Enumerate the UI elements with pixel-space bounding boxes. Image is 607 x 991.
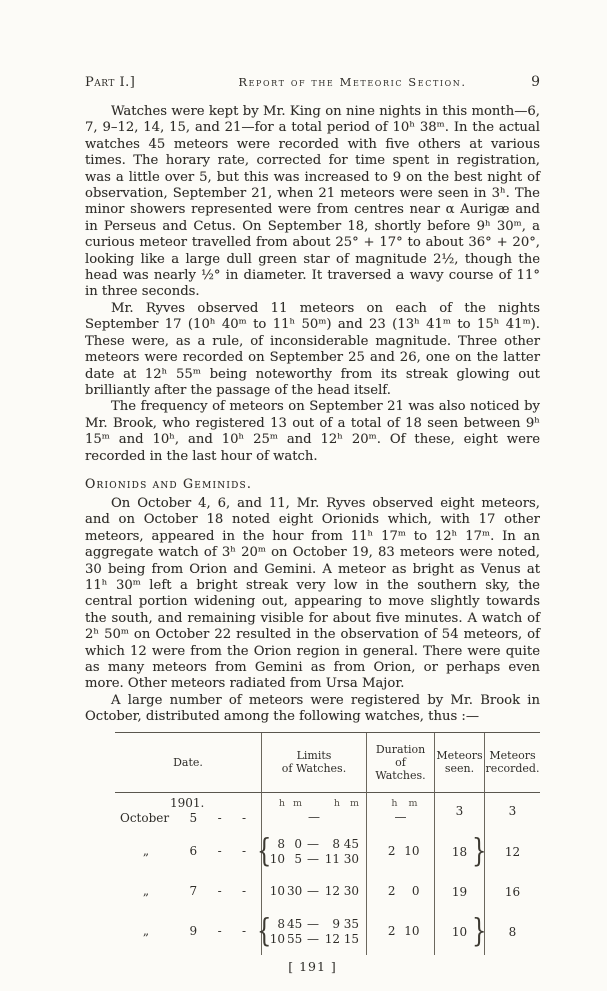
limits-line <box>269 884 359 899</box>
end-minute: 30 <box>343 851 359 866</box>
limits-line <box>269 837 359 852</box>
spacer-dash: - <box>241 844 247 859</box>
paragraph-brook-october: A large number of meteors were registered by Mr. Brook in October, distributed among the following watches, thus :— <box>85 692 540 725</box>
table-row <box>115 909 540 955</box>
duration-cell <box>367 793 435 829</box>
meteors-recorded-cell: 16 <box>504 884 521 899</box>
header-meteors-seen <box>435 733 485 793</box>
paragraph-brook-frequency: The frequency of meteors on September 21 was also noticed by Mr. Brook, who registered 13 out of a total of 18 seen between 9ʰ 15ᵐ and 10ʰ, and 10ʰ 25ᵐ and 12ʰ 20ᵐ. Of these, eight were recorded in the last hour of watch. <box>85 399 540 464</box>
range-dash: — <box>307 884 319 899</box>
start-minute: 30 <box>287 884 303 899</box>
header-recorded-line1: Meteors <box>489 749 536 763</box>
running-title: Report of the Meteoric Section. <box>238 75 467 89</box>
spacer-dash: - <box>217 884 222 899</box>
page-number: 9 <box>531 74 540 90</box>
end-hour: 12 <box>324 931 340 946</box>
duration-hours: 2 <box>387 884 396 899</box>
end-hour: 8 <box>332 836 340 851</box>
table-row <box>115 875 540 909</box>
date-cell <box>115 829 262 875</box>
end-hour: 9 <box>332 916 340 931</box>
brace-close: } <box>471 911 487 950</box>
running-head <box>85 74 540 90</box>
start-minute: 5 <box>294 851 302 866</box>
end-hour: 12 <box>324 884 340 899</box>
date-line <box>115 844 261 859</box>
spacer-dash: - <box>241 810 247 825</box>
end-hour: 11 <box>324 851 340 866</box>
spacer-dash: - <box>241 884 247 899</box>
header-date <box>115 733 262 793</box>
minutes-unit: m <box>349 797 359 809</box>
header-seen-line1: Meteors <box>436 749 483 763</box>
paragraph-watches-king: Watches were kept by Mr. King on nine nights in this month—6, 7, 9–12, 14, 15, and 21—for a total period of 10ʰ 38ᵐ. In the actual watches 45 meteors were recorded with five others at various times. The horary rate, corrected for time spent in registration, was a little over 5, but this was increased to 9 on the best night of observation, September 21, when 21 meteors were seen in 3ʰ. The minor showers represented were from centres near α Aurigæ and in Perseus and Cetus. On September 18, shortly before 9ʰ 30ᵐ, a curious meteor travelled from about 25° + 17° to about 36° + 20°, looking like a large dull green star of magnitude 2½, though the head was nearly ½° in diameter. It traversed a wavy course of 11° in three seconds. <box>85 104 540 300</box>
section-heading: Orionids and Geminids. <box>85 475 253 491</box>
minutes-unit: m <box>292 797 302 809</box>
date-line <box>115 811 261 826</box>
duration-cell <box>367 829 435 875</box>
header-seen-line2: seen. <box>444 762 475 776</box>
date-line <box>115 924 261 939</box>
range-dash: — <box>307 931 319 946</box>
duration-hours: 2 <box>387 844 396 859</box>
duration-line <box>382 844 420 859</box>
end-minute: 30 <box>343 884 359 899</box>
header-duration <box>367 733 435 793</box>
no-value-dash: — <box>308 809 320 824</box>
start-minute: 45 <box>287 916 303 931</box>
brace-open: { <box>256 831 272 870</box>
range-dash: — <box>307 851 319 866</box>
page-content <box>85 74 540 955</box>
duration-cell <box>367 875 435 909</box>
year-label: 1901. <box>170 795 205 810</box>
header-meteors-recorded <box>485 733 540 793</box>
month-label: October <box>120 810 170 825</box>
limits-line <box>269 932 359 947</box>
hours-unit: h <box>391 797 398 809</box>
limits-line <box>269 917 359 932</box>
part-label: Part I.] <box>85 75 136 90</box>
meteors-seen-cell: 18 <box>435 829 485 875</box>
start-hour: 10 <box>269 884 285 899</box>
duration-minutes: 10 <box>404 924 420 939</box>
ditto-mark: „ <box>142 924 150 939</box>
end-minute: 15 <box>343 931 359 946</box>
header-limits-line1: Limits <box>296 749 332 763</box>
duration-line <box>382 924 420 939</box>
header-duration-line2: of <box>395 755 406 769</box>
ditto-mark: „ <box>142 844 150 859</box>
range-dash: — <box>307 836 319 851</box>
watch-table <box>115 732 540 955</box>
duration-minutes: 0 <box>411 884 420 899</box>
date-cell <box>115 793 262 829</box>
day-value: 5 <box>189 810 198 825</box>
header-duration-line1: Duration <box>375 742 426 756</box>
start-minute: 55 <box>287 931 303 946</box>
spacer-dash: - <box>217 810 222 825</box>
brace-close: } <box>471 831 487 870</box>
meteors-seen-cell: 19 <box>435 875 485 909</box>
limits-cell <box>262 793 367 829</box>
meteors-recorded-cell: 12 <box>504 844 521 859</box>
end-minute: 45 <box>343 836 359 851</box>
limits-units <box>269 798 359 810</box>
start-hour: 8 <box>277 836 285 851</box>
meteors-recorded-cell: 8 <box>508 924 517 939</box>
header-duration-line3: Watches. <box>375 768 426 782</box>
duration-units <box>384 798 418 810</box>
header-date-label: Date. <box>173 755 203 769</box>
duration-minutes: 10 <box>404 844 420 859</box>
hours-unit: h <box>333 797 340 809</box>
header-limits <box>262 733 367 793</box>
table-row <box>115 829 540 875</box>
date-line <box>115 884 261 899</box>
limits-cell <box>262 875 367 909</box>
meteors-seen-cell: 3 <box>435 793 485 829</box>
table-header-row <box>115 733 540 793</box>
day-value: 6 <box>189 844 198 859</box>
duration-cell <box>367 909 435 955</box>
spacer-dash: - <box>241 924 247 939</box>
units-gap <box>304 798 322 810</box>
day-value: 7 <box>189 884 198 899</box>
table-row <box>115 793 540 829</box>
meteors-seen-cell: 10 <box>435 909 485 955</box>
folio: [ 191 ] <box>288 959 337 974</box>
day-value: 9 <box>189 924 198 939</box>
header-recorded-line2: recorded. <box>485 762 540 776</box>
no-value-dash: — <box>394 809 407 824</box>
duration-hours: 2 <box>387 924 396 939</box>
limits-cell <box>262 829 367 875</box>
minutes-unit: m <box>408 797 418 809</box>
start-hour: 8 <box>277 916 285 931</box>
range-dash: — <box>307 916 319 931</box>
start-hour: 10 <box>269 931 285 946</box>
spacer-dash: - <box>217 844 222 859</box>
meteors-recorded-cell: 3 <box>508 803 517 818</box>
limits-cell <box>262 909 367 955</box>
ditto-mark: „ <box>142 884 150 899</box>
start-hour: 10 <box>269 851 285 866</box>
duration-line <box>382 884 420 899</box>
spacer-dash: - <box>217 924 222 939</box>
header-limits-line2: of Watches. <box>281 762 347 776</box>
paragraph-orionids-geminids: On October 4, 6, and 11, Mr. Ryves observed eight meteors, and on October 18 noted eight Orionids which, with 17 other meteors, appeared in the hour from 11ʰ 17ᵐ to 12ʰ 17ᵐ. In an aggregate watch of 3ʰ 20ᵐ on October 19, 83 meteors were noted, 30 being from Orion and Gemini. A meteor as bright as Venus at 11ʰ 30ᵐ left a bright streak very low in the southern sky, the central portion widening out, appearing to move slightly towards the south, and remaining visible for about five minutes. A watch of 2ʰ 50ᵐ on October 22 resulted in the observation of 54 meteors, of which 12 were from the Orion region in general. There were quite as many meteors from Gemini as from Orion, or perhaps even more. Other meteors radiated from Ursa Major. <box>85 495 540 692</box>
date-cell <box>115 909 262 955</box>
paragraph-ryves-september: Mr. Ryves observed 11 meteors on each of the nights September 17 (10ʰ 40ᵐ to 11ʰ 50ᵐ) and 23 (13ʰ 41ᵐ to 15ʰ 41ᵐ). These were, as a rule, of inconsiderable magnitude. Three other meteors were recorded on September 25 and 26, one on the latter date at 12ʰ 55ᵐ being noteworthy from its streak glowing out brilliantly after the passage of the head itself. <box>85 300 540 398</box>
limits-line <box>269 852 359 867</box>
date-cell <box>115 875 262 909</box>
brace-open: { <box>256 911 272 950</box>
hours-unit: h <box>278 797 285 809</box>
end-minute: 35 <box>343 916 359 931</box>
start-minute: 0 <box>294 836 302 851</box>
